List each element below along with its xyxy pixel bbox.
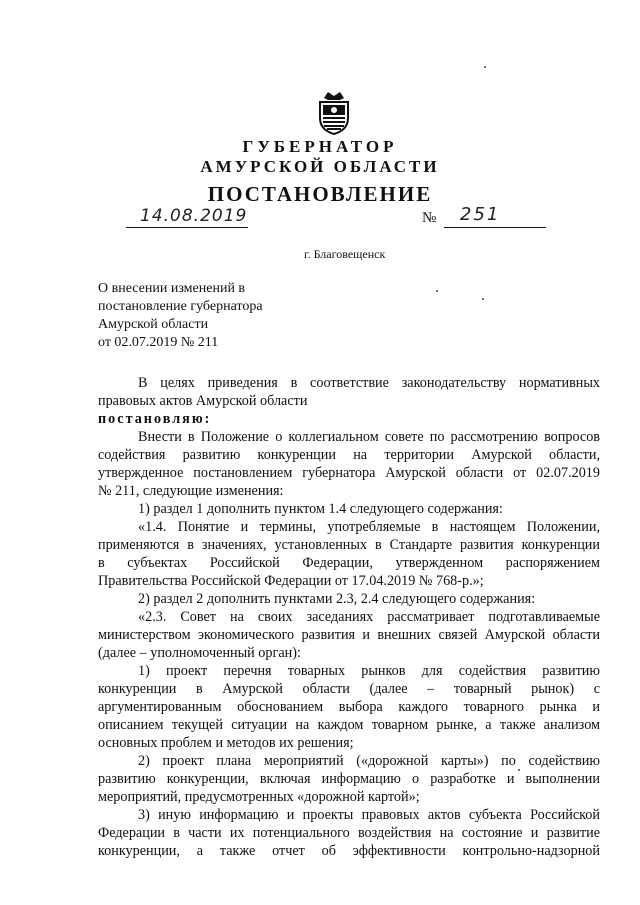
body-line: мероприятий, предусмотренных «дорожной картой»; bbox=[98, 789, 420, 805]
city: г. Благовещенск bbox=[304, 247, 386, 261]
amur-region-coat-of-arms-icon bbox=[314, 88, 354, 136]
number-sign: № bbox=[422, 210, 437, 226]
body-line: 2) проект плана мероприятий («дорожной карты») по содействию bbox=[138, 753, 600, 769]
scan-speck bbox=[482, 298, 484, 300]
body-line: 3) иную информацию и проекты правовых актов субъекта Российской bbox=[138, 807, 600, 823]
body-line: утвержденное постановлением губернатора Амурской области от 02.07.2019 bbox=[98, 465, 600, 481]
body-line: «2.3. Совет на своих заседаниях рассматривает подготавливаемые bbox=[138, 609, 600, 625]
subject-line: О внесении изменений в bbox=[98, 281, 246, 296]
body-line: 1) раздел 1 дополнить пунктом 1.4 следующего содержания: bbox=[138, 501, 503, 517]
body-line: конкуренции в Амурской области (далее – товарный рынок) с bbox=[98, 681, 600, 697]
body-line: Внести в Положение о коллегиальном совете по рассмотрению вопросов bbox=[138, 429, 600, 445]
date-underline bbox=[126, 227, 248, 228]
body-line: министерством экономического развития и внешних связей Амурской области bbox=[98, 627, 600, 643]
body-line: правовых актов Амурской области bbox=[98, 393, 308, 409]
body-line: Правительства Российской Федерации от 17.04.2019 № 768-р.»; bbox=[98, 573, 484, 589]
body-line: применяются в значениях, установленных в Стандарте развития конкуренции bbox=[98, 537, 600, 553]
body-line: «1.4. Понятие и термины, употребляемые в настоящем Положении, bbox=[138, 519, 600, 535]
document-date: 14.08.2019 bbox=[140, 206, 248, 226]
number-underline bbox=[444, 227, 546, 228]
header bbox=[0, 138, 640, 207]
document-type: ПОСТАНОВЛЕНИЕ bbox=[207, 182, 433, 206]
body-line: Федерации в части их потенциального воздействия на состояние и развитие bbox=[98, 825, 600, 841]
body-line: 1) проект перечня товарных рынков для содействия развитию bbox=[138, 663, 600, 679]
scan-speck bbox=[518, 769, 520, 771]
decree-keyword: постановляю: bbox=[98, 411, 212, 427]
subject-line: от 02.07.2019 № 211 bbox=[98, 335, 219, 350]
body-line: (далее – уполномоченный орган): bbox=[98, 645, 301, 661]
document-subject bbox=[98, 280, 263, 352]
scan-speck bbox=[436, 290, 438, 292]
subject-line: постановление губернатора bbox=[98, 299, 263, 314]
body-line: основных проблем и методов их решения; bbox=[98, 735, 354, 751]
body-line: В целях приведения в соответствие законодательству нормативных bbox=[138, 375, 600, 391]
body-line: 2) раздел 2 дополнить пунктами 2.3, 2.4 следующего содержания: bbox=[138, 591, 536, 607]
body-line: описанием текущей ситуации на каждом товарном рынке, а также анализом bbox=[98, 717, 600, 733]
body-line: в субъектах Российской Федерации, утвержденном распоряжением bbox=[98, 555, 600, 571]
body-line: аргументированным обоснованием выбора каждого товарного рынка и bbox=[98, 699, 600, 715]
subject-line: Амурской области bbox=[98, 317, 209, 332]
body-line: содействия развитию конкуренции на территории Амурской области, bbox=[98, 447, 600, 463]
title-governor: ГУБЕРНАТОР bbox=[242, 137, 398, 156]
title-region: АМУРСКОЙ ОБЛАСТИ bbox=[200, 157, 440, 176]
document-body bbox=[98, 374, 600, 860]
body-line: № 211, следующие изменения: bbox=[98, 483, 284, 499]
document-number: 251 bbox=[460, 204, 501, 225]
scan-speck bbox=[484, 66, 486, 68]
body-line: конкуренции, а также отчет об эффективности контрольно-надзорной bbox=[98, 843, 600, 859]
body-line: развитию конкуренции, включая информацию о разработке и выполнении bbox=[98, 771, 600, 787]
